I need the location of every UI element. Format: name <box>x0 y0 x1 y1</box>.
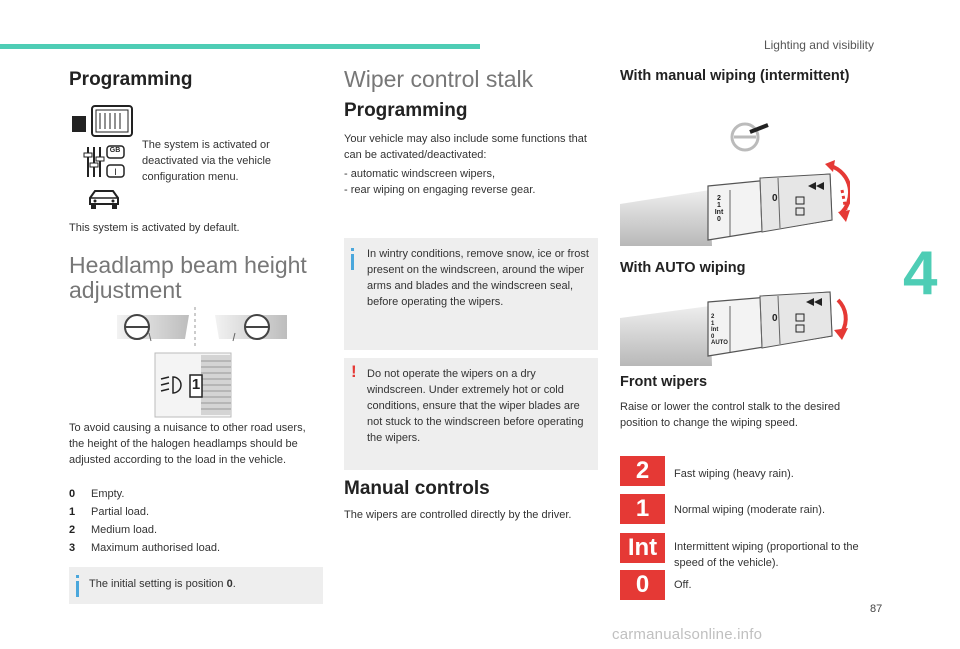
programming-heading: Programming <box>69 69 193 90</box>
list-item: 1 Partial load. <box>69 506 150 518</box>
vehicle-icon <box>86 186 122 212</box>
speed-badge-1: 1 <box>620 494 665 524</box>
headlamp-description: To avoid causing a nuisance to other road users, the height of the halogen headlamps should be adjusted according to the load in the vehicle. <box>69 422 306 466</box>
speed-badge-2: 2 <box>620 456 665 486</box>
wiper-stalk-heading: Wiper control stalk <box>344 66 534 92</box>
headlamp-heading-line1: Headlamp beam height <box>69 252 307 278</box>
stalk-zero-mark: 0 <box>772 193 778 204</box>
wintry-conditions-note: In wintry conditions, remove snow, ice or frost present on the windscreen, around the wiper arms and blades and the windscreen seal, before operating the wipers. <box>344 238 598 350</box>
watermark: carmanualsonline.info <box>612 626 763 643</box>
info-icon <box>351 248 354 251</box>
manual-controls-text: The wipers are controlled directly by the driver. <box>344 509 572 521</box>
speed-text-fast: Fast wiping (heavy rain). <box>674 468 794 480</box>
speed-badge-0: 0 <box>620 570 665 600</box>
front-wipers-heading: Front wipers <box>620 374 708 390</box>
programming-description: The system is activated or deactivated via the vehicle configuration menu. <box>142 139 272 183</box>
auto-wiping-heading: With AUTO wiping <box>620 260 746 276</box>
headlamp-adjustment-illustration <box>115 305 290 420</box>
language-badge: GB <box>109 147 121 154</box>
steering-wheel-icon <box>730 120 770 152</box>
initial-setting-note: The initial setting is position 0. <box>69 567 323 604</box>
config-menu-icon <box>72 104 134 144</box>
wiper-programming-heading: Programming <box>344 100 468 121</box>
wiper-stalk-manual-illustration <box>620 160 850 250</box>
page-number: 87 <box>870 603 883 615</box>
dial-position-number: 1 <box>191 376 201 393</box>
list-item: - automatic windscreen wipers, <box>344 168 496 180</box>
chapter-number: 4 <box>903 239 938 308</box>
list-item: 0 Empty. <box>69 488 125 500</box>
speed-badge-int: Int <box>620 533 665 563</box>
headlamp-heading-line2: adjustment <box>69 277 182 303</box>
svg-text:I: I <box>114 167 117 177</box>
list-item: - rear wiping on engaging reverse gear. <box>344 184 536 196</box>
wiper-programming-intro: Your vehicle may also include some functions that can be activated/deactivated: <box>344 133 587 161</box>
chapter-title: Lighting and visibility <box>763 38 874 52</box>
list-item: 3 Maximum authorised load. <box>69 542 221 554</box>
warning-icon: ! <box>351 362 357 381</box>
speed-text-normal: Normal wiping (moderate rain). <box>674 504 825 516</box>
speed-text-off: Off. <box>674 579 692 591</box>
manual-controls-heading: Manual controls <box>344 478 490 499</box>
header-accent-bar <box>0 44 480 49</box>
front-wipers-text: Raise or lower the control stalk to the desired position to change the wiping speed. <box>620 401 841 429</box>
stalk-position-marks-manual: 2 1 Int 0 <box>714 195 724 223</box>
programming-default-text: This system is activated by default. <box>69 222 240 234</box>
wiper-stalk-auto-illustration <box>620 290 850 370</box>
list-item: 2 Medium load. <box>69 524 158 536</box>
info-icon <box>76 575 79 578</box>
dry-windscreen-warning: ! Do not operate the wipers on a dry windscreen. Under extremely hot or cold conditions, ensure that the wiper blades are not stuck to the windscreen before operating the wipers. <box>344 358 598 470</box>
manual-wiping-heading: With manual wiping (intermittent) <box>620 68 850 84</box>
stalk-position-marks-auto: 2 1 Int 0 AUTO <box>711 314 728 346</box>
headlamp-heading <box>69 253 329 303</box>
stalk-zero-mark-auto: 0 <box>772 313 778 324</box>
speed-text-intermittent: Intermittent wiping (proportional to the speed of the vehicle). <box>674 541 859 569</box>
load-positions-list <box>69 486 220 558</box>
